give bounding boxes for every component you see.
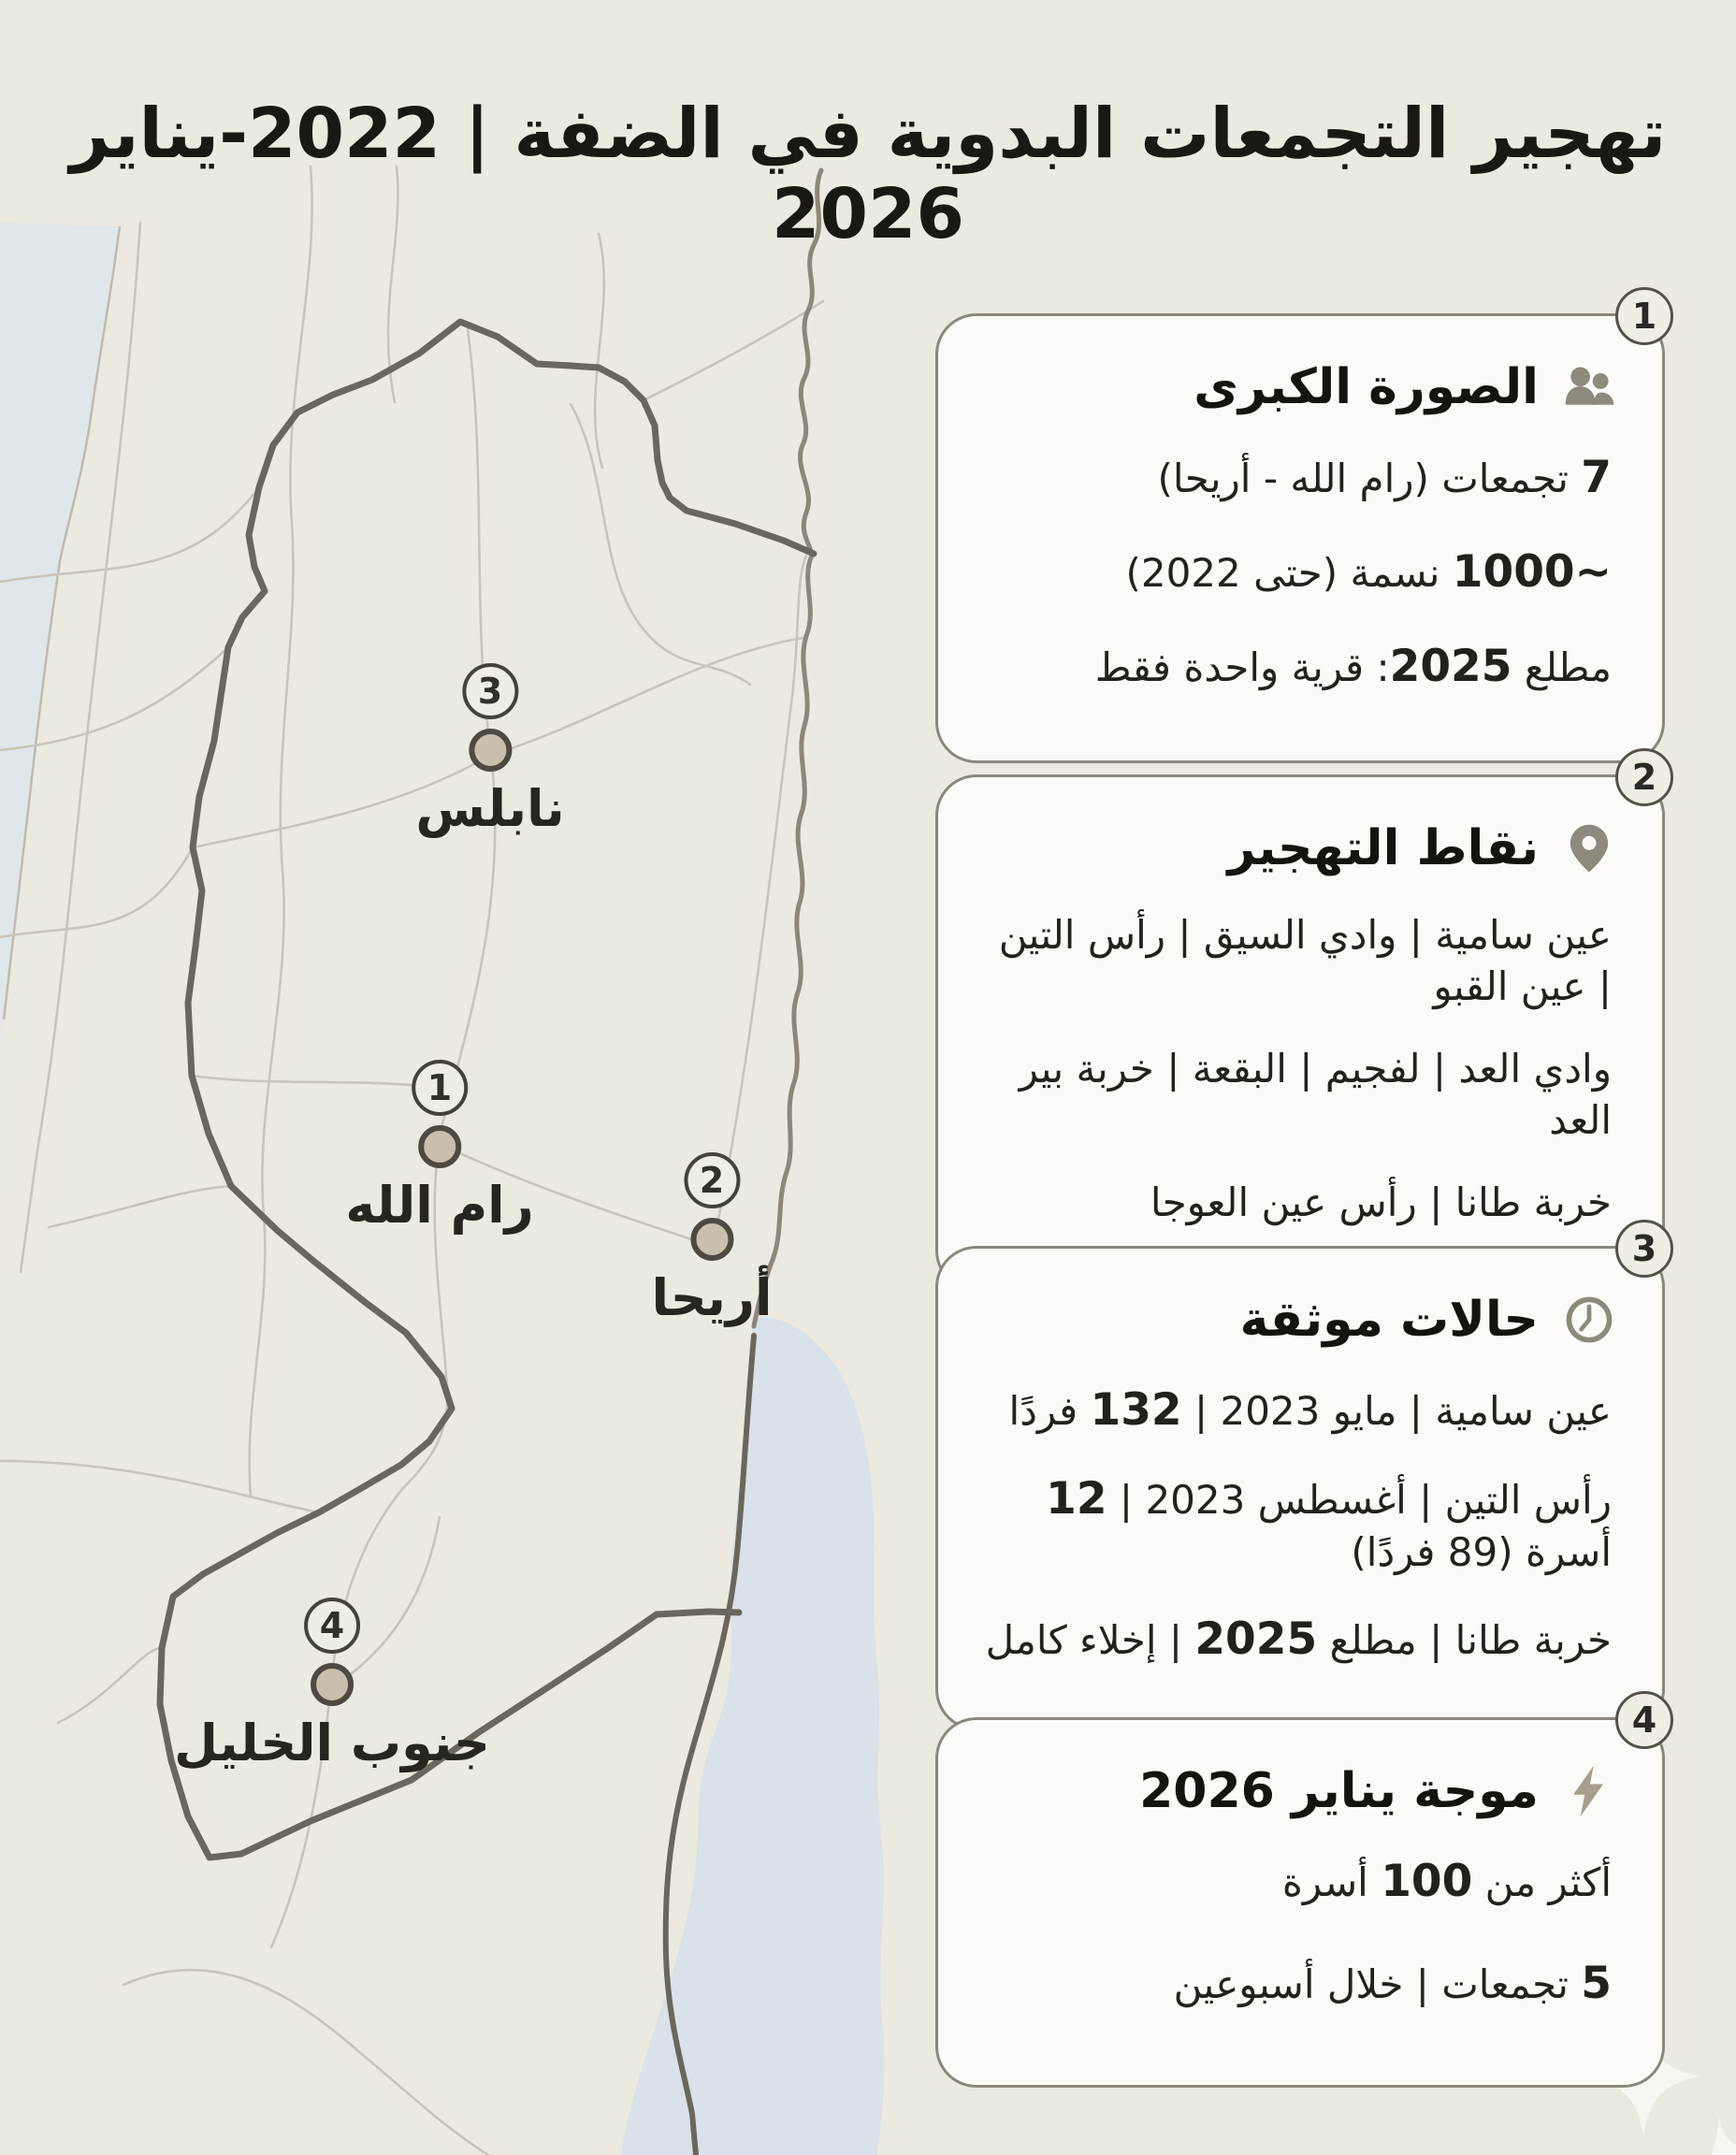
stat-line: 5 تجمعات | خلال أسبوعين	[1173, 1958, 1612, 2010]
marker-south-hebron	[174, 1598, 490, 1772]
sparkle-small-icon	[1712, 2116, 1736, 2155]
card-displacement-points	[935, 757, 1665, 1292]
marker-jericho	[651, 1152, 772, 1327]
card-badge: 2	[1615, 748, 1673, 806]
marker-nablus	[415, 663, 564, 838]
card-title: نقاط التهجير	[1227, 820, 1539, 876]
marker-number: 3	[462, 663, 518, 719]
stat-line: مطلع 2025: قرية واحدة فقط	[1094, 641, 1612, 693]
marker-number: 2	[684, 1152, 740, 1208]
locations-line: خربة طانا | رأس عين العوجا	[1150, 1179, 1612, 1226]
city-dot	[311, 1663, 354, 1706]
stat-line: 7 تجمعات (رام الله - أريحا)	[1157, 452, 1612, 503]
card-title: موجة يناير 2026	[1139, 1763, 1539, 1819]
city-label: نابلس	[415, 779, 565, 838]
marker-number: 4	[304, 1598, 360, 1654]
card-documented-cases	[935, 1228, 1665, 1730]
marker-number: 1	[412, 1060, 468, 1116]
card-title: الصورة الكبرى	[1194, 359, 1539, 415]
dead-sea	[621, 1317, 884, 2155]
marker-ramallah	[345, 1060, 534, 1235]
card-title: حالات موثقة	[1239, 1292, 1539, 1348]
city-label: أريحا	[651, 1268, 773, 1327]
page-title: تهجير التجمعات البدوية في الضفة | 2022-يناير 2026	[69, 93, 1667, 254]
card-january-2026-wave	[935, 1699, 1665, 2088]
card-badge: 1	[1615, 287, 1673, 345]
stat-line: ~1000 نسمة (حتى 2022)	[1125, 546, 1612, 599]
card-big-picture	[935, 296, 1665, 763]
city-label: جنوب الخليل	[174, 1714, 490, 1772]
city-label: رام الله	[345, 1176, 534, 1235]
city-dot	[418, 1125, 461, 1168]
stat-line: أكثر من 100 أسرة	[1281, 1856, 1612, 1907]
lightning-icon	[1561, 1763, 1617, 1819]
locations-line: عين سامية | وادي السيق | رأس التين | عين القبو	[998, 912, 1612, 1009]
city-dot	[469, 729, 512, 772]
clock-icon	[1561, 1292, 1617, 1348]
card-badge: 4	[1615, 1691, 1673, 1749]
case-line: خربة طانا | مطلع 2025 | إخلاء كامل	[985, 1613, 1612, 1665]
case-line: عين سامية | مايو 2023 | 132 فردًا	[1008, 1384, 1612, 1436]
card-badge: 3	[1615, 1220, 1673, 1278]
people-icon	[1561, 359, 1617, 415]
pin-icon	[1561, 820, 1617, 876]
locations-line: وادي العد | لفجيم | البقعة | خربة بير العد	[1019, 1046, 1612, 1143]
case-line: رأس التين | أغسطس 2023 | 12 أسرة (89 فردًا)	[1046, 1473, 1612, 1576]
city-dot	[690, 1218, 733, 1261]
